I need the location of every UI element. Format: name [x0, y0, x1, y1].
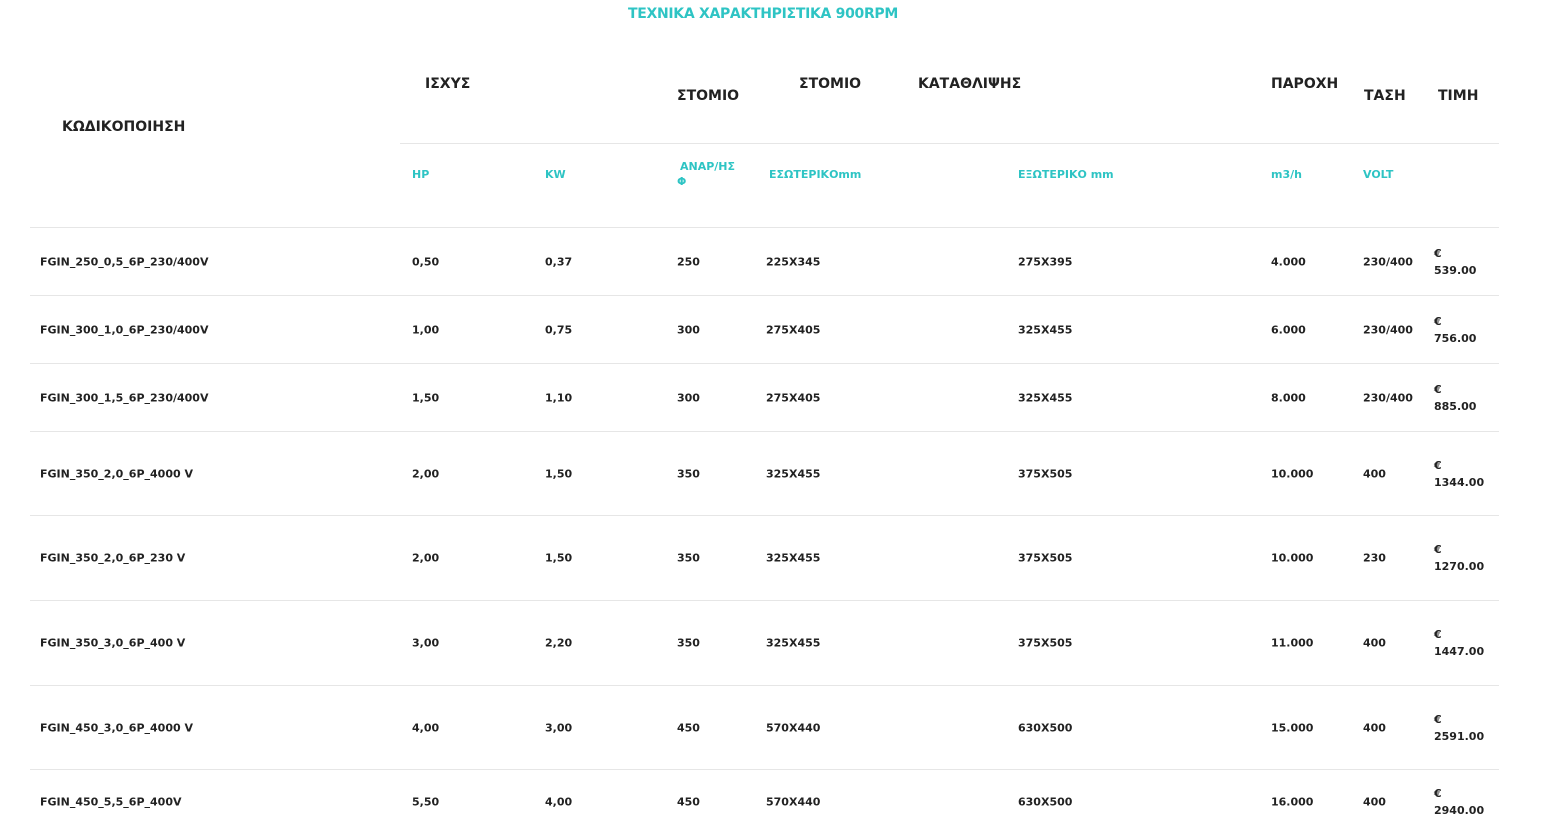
subheader-inner: ΕΣΩΤΕΡΙΚΟmm [769, 168, 862, 181]
cell-kw: 4,00 [545, 795, 573, 809]
cell-kw: 0,37 [545, 255, 573, 268]
cell-outer: 630X500 [1018, 721, 1073, 734]
header-divider [400, 143, 1499, 144]
table-row [30, 432, 1499, 516]
cell-flow: 8.000 [1271, 391, 1306, 404]
cell-code: FGIN_300_1,5_6P_230/400V [40, 391, 209, 404]
cell-suction: 300 [677, 323, 700, 336]
cell-volt: 400 [1363, 636, 1386, 650]
subheader-flow-unit: m3/h [1271, 168, 1302, 181]
header-voltage: ΤΑΣΗ [1364, 88, 1406, 104]
cell-hp: 1,50 [412, 391, 440, 404]
cell-price: € 885.00 [1434, 382, 1477, 413]
cell-suction: 450 [677, 721, 700, 734]
cell-price: € 2591.00 [1434, 712, 1485, 743]
cell-kw: 1,50 [545, 551, 573, 565]
cell-volt: 230 [1363, 551, 1386, 565]
cell-flow: 10.000 [1271, 467, 1314, 480]
cell-code: FGIN_300_1,0_6P_230/400V [40, 323, 209, 336]
cell-outer: 325X455 [1018, 391, 1073, 404]
cell-flow: 15.000 [1271, 721, 1314, 734]
header-discharge: ΚΑΤΑΘΛΙΨΗΣ [918, 76, 1022, 92]
table-row [30, 686, 1499, 770]
cell-inner: 325X455 [766, 636, 821, 650]
cell-hp: 0,50 [412, 255, 440, 268]
cell-price: € 1270.00 [1434, 543, 1485, 573]
cell-code: FGIN_450_5,5_6P_400V [40, 795, 182, 809]
cell-kw: 2,20 [545, 636, 573, 650]
cell-hp: 2,00 [412, 551, 440, 565]
page-title: ΤΕΧΝΙΚΑ ΧΑΡΑΚΤΗΡΙΣΤΙΚΑ 900RPM [627, 6, 899, 22]
cell-flow: 16.000 [1271, 795, 1314, 809]
cell-hp: 3,00 [412, 636, 440, 650]
cell-inner: 275X405 [766, 323, 821, 336]
cell-outer: 375X505 [1018, 551, 1073, 565]
cell-inner: 570X440 [766, 795, 821, 809]
table-row [30, 228, 1499, 296]
cell-suction: 450 [677, 795, 700, 809]
header-code: ΚΩΔΙΚΟΠΟΙΗΣΗ [62, 119, 186, 135]
cell-suction: 300 [677, 391, 700, 404]
cell-suction: 350 [677, 551, 700, 565]
header-stomio-discharge: ΣΤΟΜΙΟ [799, 76, 862, 92]
cell-volt: 230/400 [1363, 323, 1413, 336]
cell-code: FGIN_350_2,0_6P_230 V [40, 551, 186, 565]
cell-inner: 325X455 [766, 551, 821, 565]
cell-inner: 275X405 [766, 391, 821, 404]
cell-code: FGIN_250_0,5_6P_230/400V [40, 255, 209, 268]
cell-suction: 350 [677, 467, 700, 480]
cell-outer: 630X500 [1018, 795, 1073, 809]
cell-outer: 375X505 [1018, 467, 1073, 480]
table-row [30, 296, 1499, 364]
cell-inner: 570X440 [766, 721, 821, 734]
table-row [30, 770, 1499, 834]
cell-kw: 1,10 [545, 391, 573, 404]
cell-code: FGIN_350_3,0_6P_400 V [40, 636, 186, 650]
cell-hp: 2,00 [412, 467, 440, 480]
cell-code: FGIN_450_3,0_6P_4000 V [40, 721, 193, 734]
header-price: ΤΙΜΗ [1438, 88, 1479, 104]
subheader-kw: KW [545, 168, 566, 181]
header-stomio-suction: ΣΤΟΜΙΟ [677, 88, 740, 104]
cell-hp: 5,50 [412, 795, 440, 809]
cell-flow: 10.000 [1271, 551, 1314, 565]
subheader-hp: HP [412, 168, 430, 181]
cell-hp: 4,00 [412, 721, 440, 734]
cell-price: € 756.00 [1434, 314, 1477, 345]
cell-volt: 230/400 [1363, 391, 1413, 404]
table-row [30, 516, 1499, 601]
cell-hp: 1,00 [412, 323, 440, 336]
cell-volt: 400 [1363, 721, 1386, 734]
header-power: ΙΣΧΥΣ [425, 76, 471, 92]
cell-kw: 3,00 [545, 721, 573, 734]
cell-price: € 1344.00 [1434, 458, 1485, 489]
cell-price: € 1447.00 [1434, 628, 1485, 658]
cell-volt: 400 [1363, 795, 1386, 809]
cell-suction: 250 [677, 255, 700, 268]
subheader-suction: ΑΝΑΡ/ΗΣ Φ [677, 160, 736, 188]
cell-price: € 2940.00 [1434, 787, 1485, 817]
cell-volt: 230/400 [1363, 255, 1413, 268]
cell-price: € 539.00 [1434, 246, 1477, 277]
cell-outer: 375X505 [1018, 636, 1073, 650]
cell-inner: 225X345 [766, 255, 821, 268]
cell-volt: 400 [1363, 467, 1386, 480]
table-row [30, 364, 1499, 432]
subheader-volt: VOLT [1363, 168, 1394, 181]
header-flow: ΠΑΡΟΧΗ [1271, 76, 1339, 92]
cell-code: FGIN_350_2,0_6P_4000 V [40, 467, 193, 480]
cell-suction: 350 [677, 636, 700, 650]
cell-outer: 275X395 [1018, 255, 1073, 268]
cell-kw: 0,75 [545, 323, 573, 336]
cell-flow: 11.000 [1271, 636, 1314, 650]
subheader-outer: ΕΞΩΤΕΡΙΚΟ mm [1018, 168, 1114, 181]
cell-flow: 6.000 [1271, 323, 1306, 336]
cell-kw: 1,50 [545, 467, 573, 480]
cell-inner: 325X455 [766, 467, 821, 480]
table-row [30, 601, 1499, 686]
cell-outer: 325X455 [1018, 323, 1073, 336]
cell-flow: 4.000 [1271, 255, 1306, 268]
